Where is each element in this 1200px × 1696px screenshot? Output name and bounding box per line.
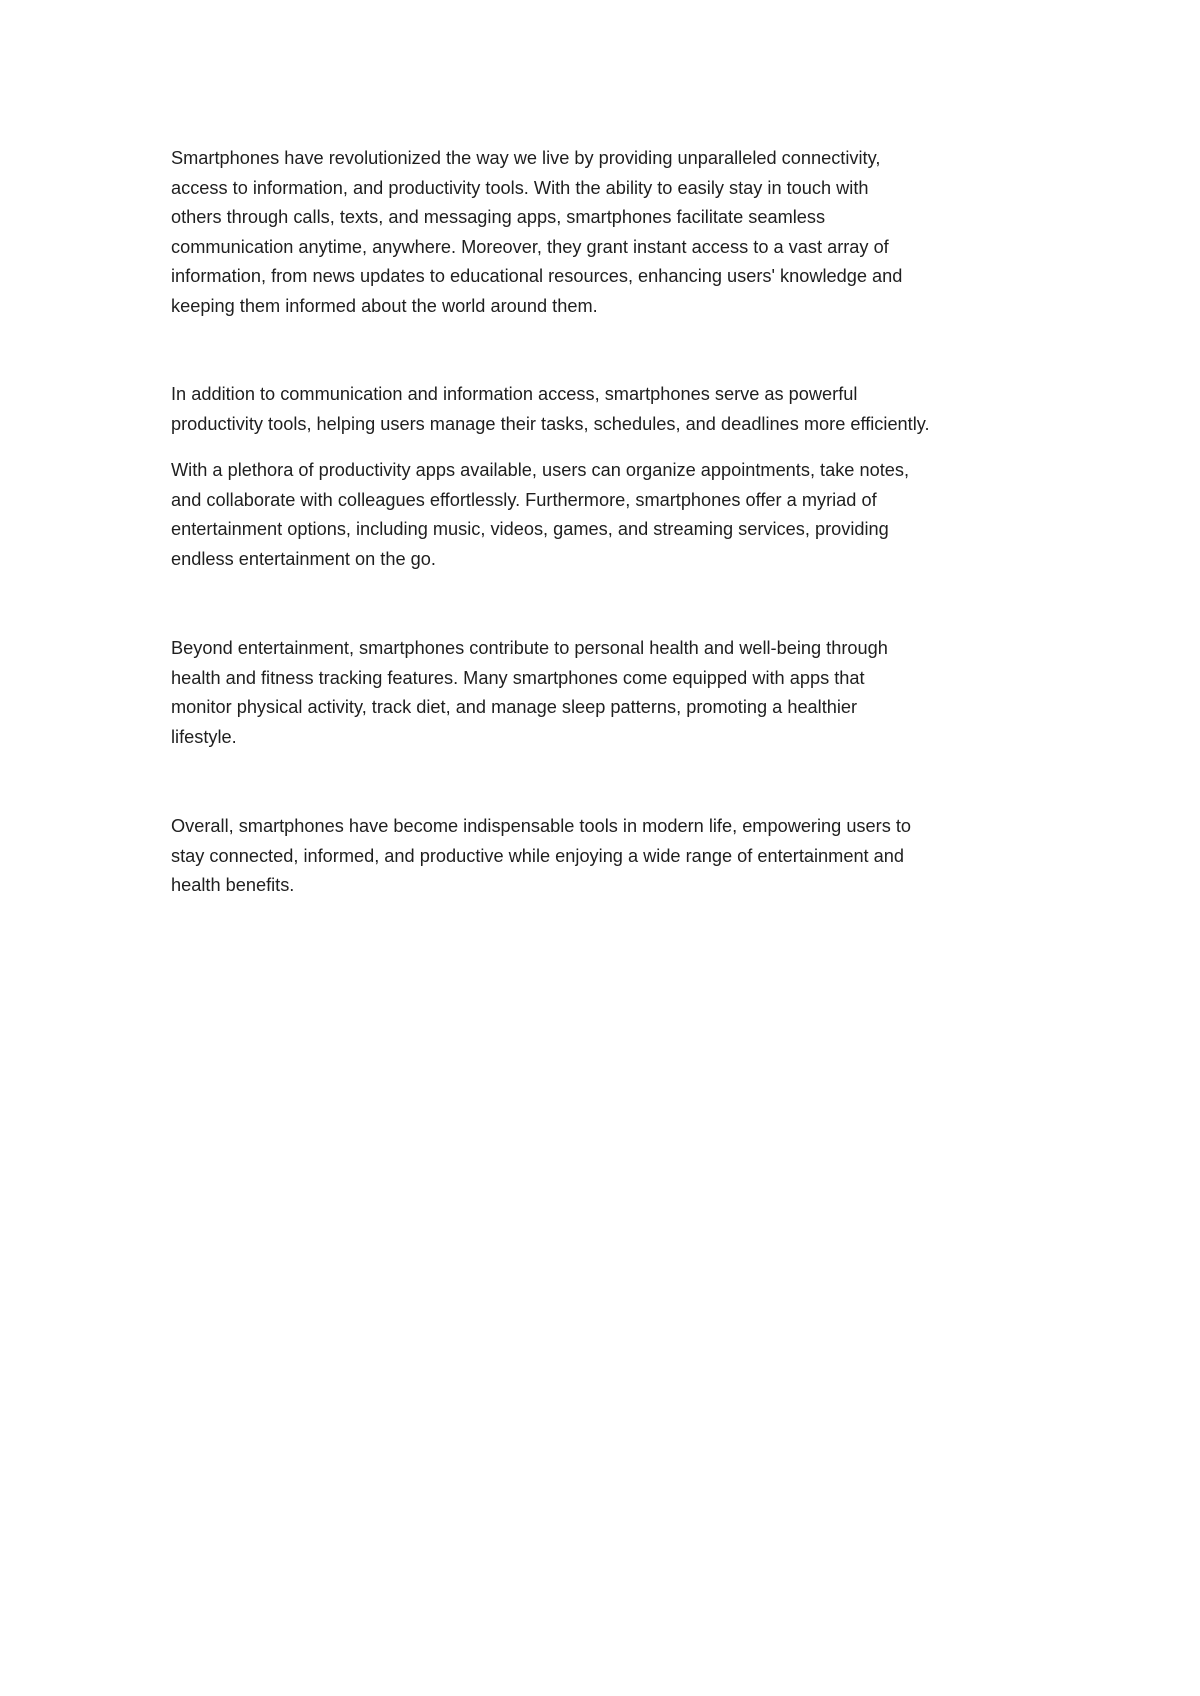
text-line: information, from news updates to educational resources, enhancing users' knowledge and [171, 266, 903, 287]
text-line: health benefits. [171, 875, 295, 896]
text-line: Overall, smartphones have become indispensable tools in modern life, empowering users to [171, 816, 912, 836]
text-line: and collaborate with colleagues effortlessly. Furthermore, smartphones offer a myriad of [171, 489, 877, 510]
text-line: In addition to communication and information access, smartphones serve as powerful [171, 384, 858, 404]
text-line: keeping them informed about the world around them. [171, 295, 598, 316]
text-line: productivity tools, helping users manage their tasks, schedules, and deadlines more efficiently. [171, 413, 930, 434]
text-line: health and fitness tracking features. Many smartphones come equipped with apps that [171, 667, 865, 688]
paragraph-intro [171, 144, 1051, 322]
text-line: stay connected, informed, and productive while enjoying a wide range of entertainment and [171, 845, 905, 866]
paragraph-productivity [171, 380, 1051, 439]
text-line: communication anytime, anywhere. Moreover, they grant instant access to a vast array of [171, 236, 889, 257]
text-line: access to information, and productivity tools. With the ability to easily stay in touch with [171, 177, 869, 198]
text-line: endless entertainment on the go. [171, 548, 436, 569]
paragraph-conclusion [171, 812, 1051, 901]
text-line: entertainment options, including music, videos, games, and streaming services, providing [171, 519, 889, 540]
text-line: monitor physical activity, track diet, and manage sleep patterns, promoting a healthier [171, 697, 858, 718]
text-line: Smartphones have revolutionized the way we live by providing unparalleled connectivity, [171, 148, 881, 168]
text-line: Beyond entertainment, smartphones contribute to personal health and well-being through [171, 638, 888, 658]
paragraph-health [171, 634, 1051, 752]
text-line: lifestyle. [171, 726, 237, 747]
text-line: With a plethora of productivity apps available, users can organize appointments, take notes, [171, 460, 910, 480]
paragraph-entertainment [171, 456, 1051, 574]
text-line: others through calls, texts, and messaging apps, smartphones facilitate seamless [171, 207, 826, 228]
